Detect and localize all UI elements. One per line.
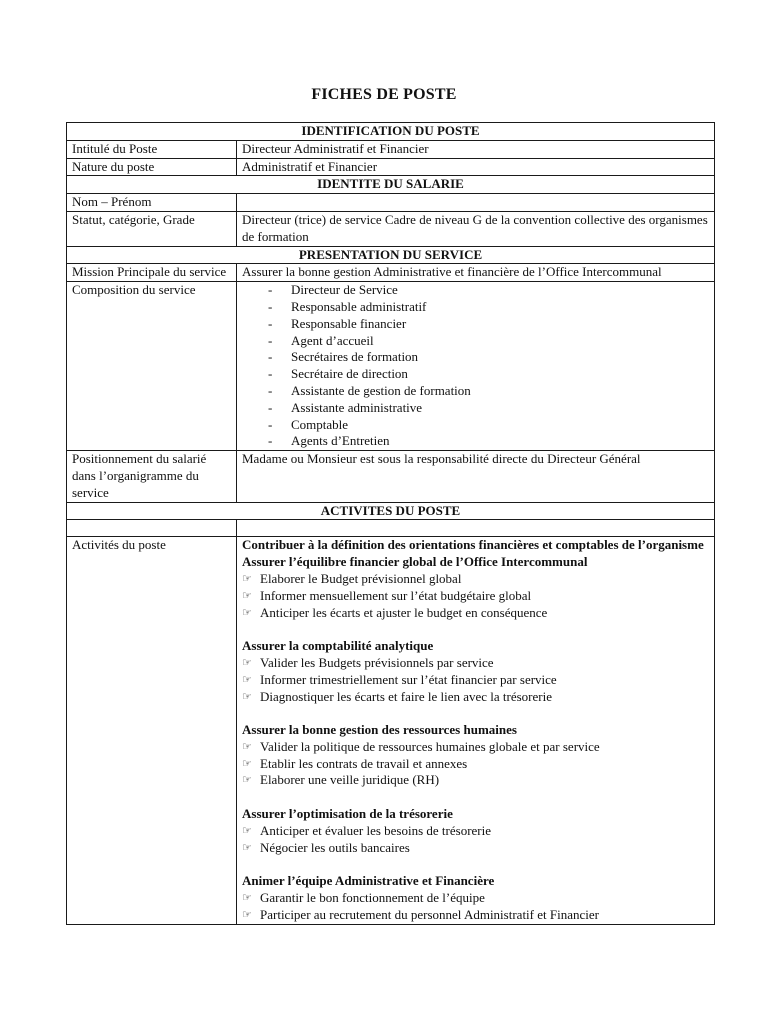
section-row	[67, 123, 715, 141]
activity-item-label: Participer au recrutement du personnel Administratif et Financier	[260, 906, 599, 922]
activity-item	[242, 907, 709, 924]
dash-marker: -	[268, 382, 273, 398]
composition-item	[268, 333, 709, 350]
pointing-hand-icon: ☞	[242, 892, 252, 905]
activity-item-label: Diagnostiquer les écarts et faire le lien avec la trésorerie	[260, 688, 552, 704]
composition-item	[268, 316, 709, 333]
positionnement-label: Positionnement du salarié dans l’organigramme du service	[67, 451, 237, 502]
section-identification: IDENTIFICATION DU POSTE	[67, 123, 715, 141]
activity-item	[242, 655, 709, 672]
composition-item-label: Directeur de Service	[291, 282, 398, 298]
composition-item-label: Assistante administrative	[291, 399, 423, 415]
section-row	[67, 246, 715, 264]
intitule-value: Directeur Administratif et Financier	[237, 140, 715, 158]
empty-row	[67, 520, 715, 537]
activity-list	[242, 655, 709, 705]
table-row	[67, 537, 715, 924]
positionnement-value: Madame ou Monsieur est sous la responsabilité directe du Directeur Général	[237, 451, 715, 502]
activity-item	[242, 823, 709, 840]
composition-item-label: Responsable financier	[291, 315, 407, 331]
section-row	[67, 176, 715, 194]
activity-item-label: Anticiper et évaluer les besoins de trésorerie	[260, 822, 492, 838]
nom-value	[237, 194, 715, 212]
activity-item-label: Valider la politique de ressources humaines globale et par service	[260, 738, 600, 754]
table-row	[67, 211, 715, 246]
table-row	[67, 264, 715, 282]
pointing-hand-icon: ☞	[242, 757, 252, 770]
section-activites: ACTIVITES DU POSTE	[67, 502, 715, 520]
activity-item	[242, 739, 709, 756]
composition-item	[268, 299, 709, 316]
composition-item-label: Agents d’Entretien	[291, 433, 390, 449]
activity-item	[242, 840, 709, 857]
activity-item	[242, 772, 709, 789]
activity-list	[242, 890, 709, 924]
dash-marker: -	[268, 433, 273, 449]
activity-item-label: Garantir le bon fonctionnement de l’équipe	[260, 890, 485, 906]
spacer	[242, 621, 709, 638]
nom-label: Nom – Prénom	[67, 194, 237, 212]
activity-list	[242, 739, 709, 789]
pointing-hand-icon: ☞	[242, 690, 252, 703]
pointing-hand-icon: ☞	[242, 908, 252, 921]
activity-item	[242, 605, 709, 622]
composition-cell	[237, 282, 715, 451]
activity-item-label: Etablir les contrats de travail et annexes	[260, 755, 468, 771]
statut-label: Statut, catégorie, Grade	[67, 211, 237, 246]
activity-heading: Contribuer à la définition des orientations financières et comptables de l’organisme	[242, 537, 704, 553]
activity-item-label: Elaborer une veille juridique (RH)	[260, 772, 440, 788]
dash-marker: -	[268, 315, 273, 331]
pointing-hand-icon: ☞	[242, 824, 252, 837]
composition-item	[268, 417, 709, 434]
composition-item-label: Assistante de gestion de formation	[291, 382, 471, 398]
section-presentation: PRESENTATION DU SERVICE	[67, 246, 715, 264]
nature-value: Administratif et Financier	[237, 158, 715, 176]
spacer	[242, 705, 709, 722]
composition-item	[268, 366, 709, 383]
dash-marker: -	[268, 366, 273, 382]
page-title: FICHES DE POSTE	[311, 86, 457, 103]
activites-cell	[237, 537, 715, 924]
dash-marker: -	[268, 282, 273, 298]
composition-item-label: Agent d’accueil	[291, 332, 374, 348]
pointing-hand-icon: ☞	[242, 606, 252, 619]
activity-item	[242, 689, 709, 706]
activity-list	[242, 823, 709, 857]
activity-item-label: Négocier les outils bancaires	[260, 839, 410, 855]
composition-item	[268, 282, 709, 299]
intitule-label: Intitulé du Poste	[67, 140, 237, 158]
activity-item	[242, 571, 709, 588]
section-row	[67, 502, 715, 520]
activity-item-label: Informer mensuellement sur l’état budgétaire global	[260, 587, 532, 603]
activity-item-label: Elaborer le Budget prévisionnel global	[260, 570, 462, 586]
job-description-table	[66, 122, 715, 925]
pointing-hand-icon: ☞	[242, 656, 252, 669]
pointing-hand-icon: ☞	[242, 774, 252, 787]
activity-item	[242, 672, 709, 689]
dash-marker: -	[268, 298, 273, 314]
pointing-hand-icon: ☞	[242, 673, 252, 686]
spacer	[242, 789, 709, 806]
composition-list	[242, 282, 709, 450]
composition-item-label: Secrétaire de direction	[291, 366, 408, 382]
dash-marker: -	[268, 399, 273, 415]
empty-cell	[67, 520, 237, 537]
activites-content	[242, 537, 709, 923]
pointing-hand-icon: ☞	[242, 589, 252, 602]
activity-item	[242, 588, 709, 605]
mission-value: Assurer la bonne gestion Administrative et financière de l’Office Intercommunal	[237, 264, 715, 282]
pointing-hand-icon: ☞	[242, 740, 252, 753]
composition-item-label: Comptable	[291, 416, 349, 432]
nature-label: Nature du poste	[67, 158, 237, 176]
activity-item-label: Anticiper les écarts et ajuster le budget en conséquence	[260, 604, 548, 620]
table-row	[67, 194, 715, 212]
table-row	[67, 282, 715, 451]
composition-item	[268, 400, 709, 417]
dash-marker: -	[268, 332, 273, 348]
table-row	[67, 158, 715, 176]
spacer	[242, 856, 709, 873]
section-identite: IDENTITE DU SALARIE	[67, 176, 715, 194]
pointing-hand-icon: ☞	[242, 572, 252, 585]
activity-heading: Animer l’équipe Administrative et Financière	[242, 873, 495, 889]
dash-marker: -	[268, 349, 273, 365]
mission-label: Mission Principale du service	[67, 264, 237, 282]
activity-item	[242, 756, 709, 773]
composition-item-label: Responsable administratif	[291, 298, 427, 314]
activity-item-label: Informer trimestriellement sur l’état financier par service	[260, 671, 557, 687]
statut-value: Directeur (trice) de service Cadre de niveau G de la convention collective des organismes de formation	[237, 211, 715, 246]
empty-cell	[237, 520, 715, 537]
composition-item	[268, 433, 709, 450]
composition-label: Composition du service	[67, 282, 237, 451]
dash-marker: -	[268, 416, 273, 432]
pointing-hand-icon: ☞	[242, 841, 252, 854]
activity-heading: Assurer la comptabilité analytique	[242, 638, 434, 654]
activity-list	[242, 571, 709, 621]
activity-subheading: Assurer l’équilibre financier global de l’Office Intercommunal	[242, 554, 588, 570]
table-row	[67, 140, 715, 158]
activity-item	[242, 890, 709, 907]
activity-heading: Assurer l’optimisation de la trésorerie	[242, 806, 453, 822]
composition-item-label: Secrétaires de formation	[291, 349, 419, 365]
composition-item	[268, 349, 709, 366]
activity-heading: Assurer la bonne gestion des ressources humaines	[242, 722, 517, 738]
activity-item-label: Valider les Budgets prévisionnels par service	[260, 654, 494, 670]
table-row	[67, 451, 715, 502]
composition-item	[268, 383, 709, 400]
activites-label: Activités du poste	[67, 537, 237, 924]
